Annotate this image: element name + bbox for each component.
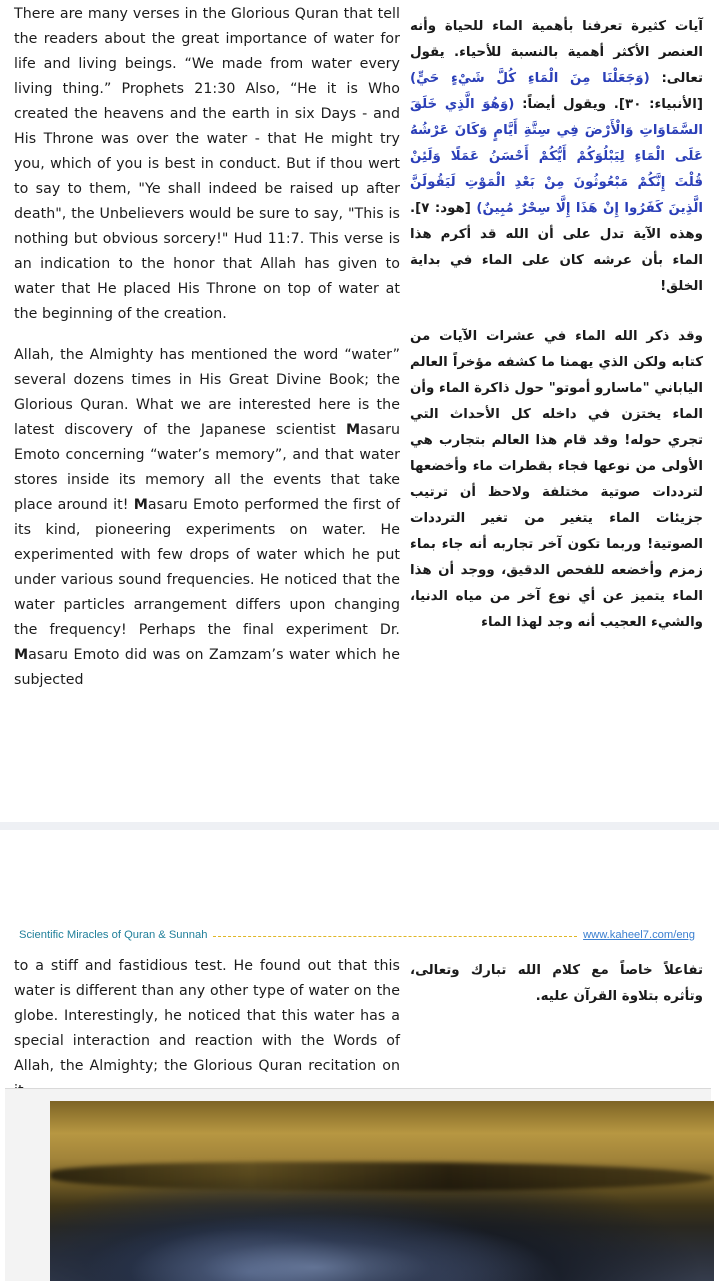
english-paragraph-1: There are many verses in the Glorious Quran that tell the readers about the great importance of water for life and living beings. “We made from water every living thing.” Prophets 21:30 Also, “He it is Who created the heavens and the earth in six Days - and His Throne was over the water - that He might try you, which of you is best in conduct. But if thou wert to say to them, "Ye shall indeed be raised up after death", the Unbelievers would be sure to say, "This is nothing but obvious sorcery!" Hud 11:7. This verse is an indication to the honor that Allah has given to water that He placed His Throne on top of water at the beginning of the creation. — [14, 6, 400, 322]
arabic-paragraph-1 — [410, 14, 703, 300]
english-paragraph-3: to a stiff and fastidious test. He found out that this water is different than any other type of water on the globe. Interestingly, he noticed that this water has a special interaction and reaction with the Words of Allah, the Almighty; the Glorious Quran recitation on — [14, 958, 400, 1074]
english-continuation — [14, 954, 400, 1104]
arabic-paragraph-3: تفاعلاً خاصاً مع كلام الله تبارك وتعالى، وتأثره بتلاوة القرآن عليه. — [410, 963, 703, 1004]
page-separator — [0, 822, 719, 830]
zamzam-water-photo — [50, 1101, 714, 1281]
arabic-intro-text: آيات كثيرة تعرفنا بأهمية الماء للحياة وأنه العنصر الأكثر أهمية بالنسبة للأحياء. يقول تعالى: — [410, 19, 703, 86]
page-bottom — [0, 830, 719, 1280]
site-link[interactable]: www.kaheel7.com/eng — [583, 929, 695, 941]
quran-reference-anbiya: [الأنبياء: ٣٠]. — [613, 97, 703, 112]
dashed-divider — [213, 936, 577, 937]
quran-verse-hud: (وَهُوَ الَّذِي خَلَقَ السَّمَاوَاتِ وَالْأَرْضَ فِي سِتَّةِ أَيَّامٍ وَكَانَ عَرْشُهُ عَلَى الْمَاءِ لِيَبْلُوَكُمْ أَيُّكُمْ أَحْسَنُ عَمَلًا وَلَئِنْ قُلْتَ إِنَّكُمْ مَبْعُوثُونَ مِنْ بَعْدِ الْمَوْتِ لَيَقُولَنَّ الَّذِينَ كَفَرُوا إِنْ هَذَا إِلَّا سِحْرٌ مُبِينٌ) — [410, 97, 703, 216]
arabic-also-text: ويقول أيضاً: — [522, 97, 607, 112]
quran-reference-hud: [هود: ٧]. وهذه الآية تدل على أن الله قد أكرم هذا الماء بأن عرشه كان على الماء في بداية الخلق! — [410, 201, 703, 294]
quran-verse-anbiya: (وَجَعَلْنَا مِنَ الْمَاءِ كُلَّ شَيْءٍ حَيٍّ) — [410, 71, 650, 86]
image-frame — [5, 1088, 711, 1281]
english-column — [14, 2, 400, 693]
arabic-paragraph-2: وقد ذكر الله الماء في عشرات الآيات من كتابه ولكن الذي يهمنا ما كشفه مؤخراً العالم الياباني "ماسارو أموتو" حول ذاكرة الماء وأن الماء يختزن في داخله كل الأحداث التي تجري حوله! وقد قام هذا العالم بتجارب هي الأولى من نوعها فجاء بقطرات ماء وأخضعها لترددات صوتية مختلفة ولاحظ أن ترتيب جزيئات الماء يتغير من تغير الترددات الصوتية! وربما تكون آخر تجاربه أنه جاء بماء زمزم وأخضعه للفحص الدقيق، ووجد أن هذا الماء يتميز عن أي نوع آخر من مياه الدنيا، والشيء العجيب أنه وجد لهذا الماء — [410, 329, 703, 630]
site-title: Scientific Miracles of Quran & Sunnah — [19, 929, 208, 941]
arabic-continuation — [410, 958, 703, 1010]
arabic-column — [410, 14, 703, 636]
english-paragraph-2: Allah, the Almighty has mentioned the word “water” several dozens times in His Great Divine Book; the Glorious Quran. What we are interested here is the latest discovery of the Japanese scientist Masaru Emoto concerning “water’s memory”, and that water stores inside its memory all the events that take place around it! Masaru Emoto performed the first of its kind, pioneering experiments on water. He experimented with few drops of water which he put under various sound frequencies. He noticed that the water particles arrangement differs upon changing the frequency! Perhaps the final experiment Dr. Masaru Emoto did was on Zamzam’s water which he subjected — [14, 347, 400, 688]
page-header-line — [19, 928, 695, 942]
